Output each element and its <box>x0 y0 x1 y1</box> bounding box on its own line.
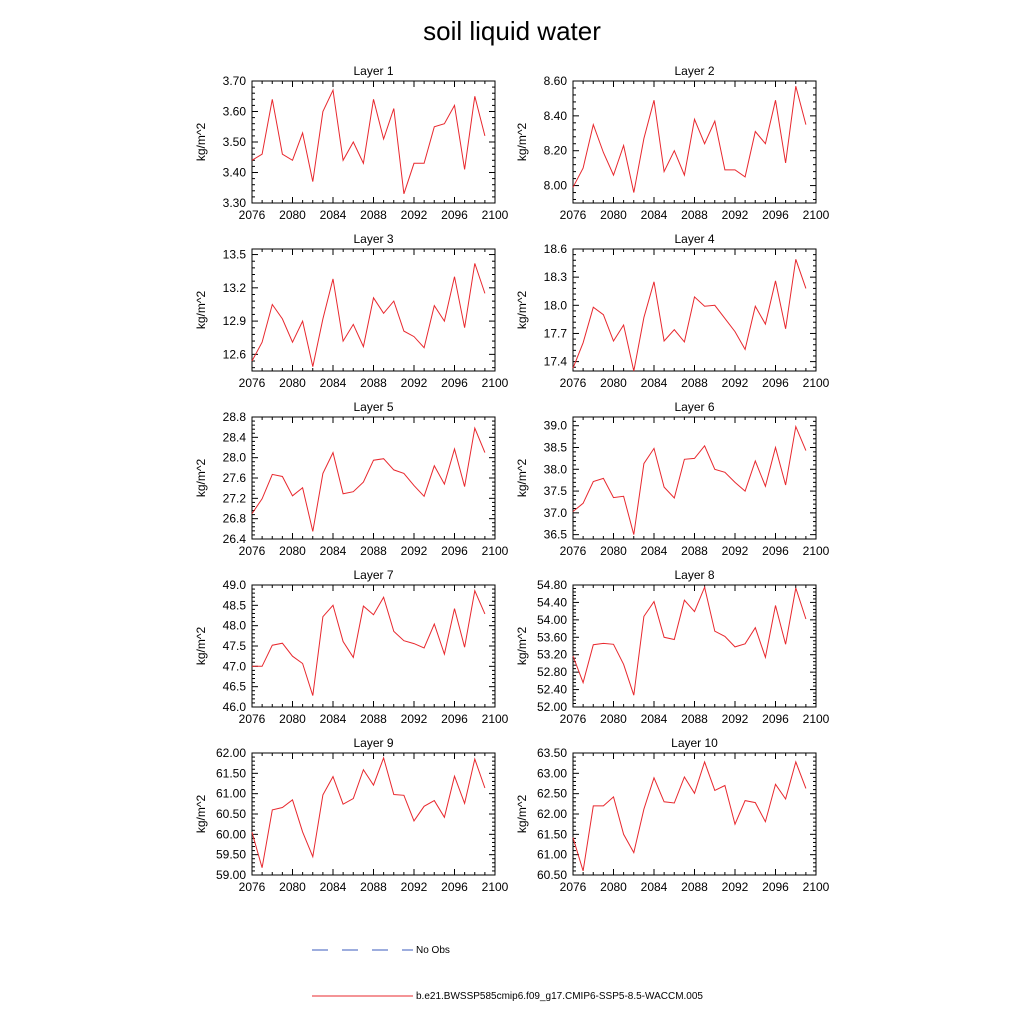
y-tick-label: 3.50 <box>222 135 246 149</box>
x-tick-label: 2096 <box>762 712 789 726</box>
y-tick-label: 26.8 <box>222 511 246 526</box>
y-tick-label: 18.3 <box>543 270 567 285</box>
y-tick-label: 59.50 <box>215 847 246 862</box>
x-tick-label: 2084 <box>640 208 668 222</box>
y-tick-label: 53.60 <box>536 630 567 645</box>
plot-frame <box>252 249 495 371</box>
x-tick-label: 2084 <box>319 712 347 726</box>
y-tick-label: 28.0 <box>222 450 246 465</box>
panel-title: Layer 2 <box>674 64 715 78</box>
panel-layer-4 <box>515 232 830 390</box>
y-tick-label: 28.4 <box>222 430 246 445</box>
y-tick-label: 61.50 <box>215 766 246 781</box>
y-axis-label: kg/m^2 <box>515 626 529 666</box>
x-tick-label: 2100 <box>802 712 830 726</box>
panel-layer-10 <box>515 736 830 894</box>
y-tick-label: 37.0 <box>543 505 567 520</box>
x-tick-label: 2092 <box>400 712 428 726</box>
y-tick-label: 54.00 <box>536 612 567 627</box>
x-tick-label: 2092 <box>721 208 749 222</box>
x-tick-label: 2096 <box>762 208 789 222</box>
y-tick-label: 62.00 <box>215 746 246 760</box>
y-tick-label: 63.50 <box>536 746 567 760</box>
y-tick-label: 18.0 <box>543 298 567 313</box>
panel-layer-1 <box>194 64 509 222</box>
x-tick-label: 2100 <box>802 376 830 390</box>
x-tick-label: 2096 <box>441 208 468 222</box>
y-axis-label: kg/m^2 <box>515 122 529 162</box>
x-tick-label: 2088 <box>681 544 708 558</box>
y-axis-label: kg/m^2 <box>515 794 529 834</box>
x-tick-label: 2092 <box>721 712 749 726</box>
series-line <box>252 263 485 366</box>
x-tick-label: 2100 <box>802 208 830 222</box>
y-tick-label: 27.6 <box>222 471 246 485</box>
x-tick-label: 2076 <box>559 880 587 894</box>
y-axis-label: kg/m^2 <box>194 122 208 162</box>
x-tick-label: 2076 <box>559 544 587 558</box>
y-tick-label: 38.5 <box>543 440 567 455</box>
panel-title: Layer 6 <box>674 400 715 414</box>
plot-frame <box>252 753 495 875</box>
y-tick-label: 17.4 <box>543 354 567 369</box>
y-tick-label: 62.00 <box>536 807 567 821</box>
y-tick-label: 18.6 <box>543 242 567 256</box>
x-tick-label: 2088 <box>360 208 387 222</box>
y-tick-label: 59.00 <box>215 868 246 882</box>
x-tick-label: 2088 <box>360 544 387 558</box>
series-line <box>252 758 485 868</box>
series-line <box>573 259 806 371</box>
panel-layer-3 <box>194 232 509 390</box>
panel-title: Layer 4 <box>674 232 715 246</box>
panel-title: Layer 9 <box>353 736 394 750</box>
y-axis-label: kg/m^2 <box>515 458 529 498</box>
x-tick-label: 2076 <box>559 712 587 726</box>
plot-frame <box>573 81 816 203</box>
x-tick-label: 2080 <box>600 208 627 222</box>
panel-layer-9 <box>194 736 509 894</box>
x-tick-label: 2092 <box>400 208 428 222</box>
x-tick-label: 2084 <box>640 712 668 726</box>
x-tick-label: 2092 <box>400 544 428 558</box>
x-tick-label: 2088 <box>360 880 387 894</box>
x-tick-label: 2100 <box>481 544 509 558</box>
y-tick-label: 60.00 <box>215 827 246 842</box>
y-tick-label: 26.4 <box>222 532 246 546</box>
y-tick-label: 60.50 <box>215 807 246 821</box>
x-tick-label: 2080 <box>600 880 627 894</box>
plot-frame <box>573 249 816 371</box>
figure-title: soil liquid water <box>423 16 601 46</box>
x-tick-label: 2076 <box>238 376 266 390</box>
x-tick-label: 2096 <box>441 376 468 390</box>
panel-layer-8 <box>515 568 830 726</box>
y-tick-label: 12.6 <box>222 347 246 362</box>
x-tick-label: 2100 <box>481 880 509 894</box>
x-tick-label: 2080 <box>279 712 306 726</box>
y-tick-label: 13.5 <box>222 247 246 262</box>
x-tick-label: 2096 <box>441 880 468 894</box>
y-tick-label: 36.5 <box>543 527 567 542</box>
x-tick-label: 2076 <box>559 376 587 390</box>
y-tick-label: 37.5 <box>543 484 567 499</box>
y-tick-label: 28.8 <box>222 410 246 424</box>
x-tick-label: 2080 <box>279 208 306 222</box>
y-tick-label: 8.00 <box>543 178 567 193</box>
y-tick-label: 3.30 <box>222 196 246 210</box>
y-tick-label: 46.0 <box>222 700 246 714</box>
y-tick-label: 46.5 <box>222 679 246 694</box>
y-tick-label: 8.40 <box>543 108 567 123</box>
x-tick-label: 2100 <box>481 376 509 390</box>
series-line <box>252 428 485 531</box>
plot-frame <box>573 417 816 539</box>
x-tick-label: 2096 <box>762 376 789 390</box>
panel-title: Layer 5 <box>353 400 394 414</box>
y-axis-label: kg/m^2 <box>515 290 529 330</box>
x-tick-label: 2092 <box>400 880 428 894</box>
x-tick-label: 2080 <box>279 544 306 558</box>
panel-layer-5 <box>194 400 509 558</box>
panel-title: Layer 7 <box>353 568 394 582</box>
y-tick-label: 3.40 <box>222 165 246 180</box>
y-tick-label: 13.2 <box>222 280 246 295</box>
x-tick-label: 2080 <box>600 544 627 558</box>
series-line <box>252 90 485 194</box>
x-tick-label: 2084 <box>640 376 668 390</box>
y-tick-label: 17.7 <box>543 326 567 341</box>
y-tick-label: 48.0 <box>222 618 246 633</box>
legend-label-no-obs: No Obs <box>416 945 450 956</box>
x-tick-label: 2076 <box>238 880 266 894</box>
x-tick-label: 2092 <box>721 544 749 558</box>
series-line <box>252 591 485 696</box>
x-tick-label: 2076 <box>238 712 266 726</box>
y-tick-label: 48.5 <box>222 598 246 613</box>
y-tick-label: 27.2 <box>222 491 246 506</box>
x-tick-label: 2092 <box>721 376 749 390</box>
x-tick-label: 2088 <box>681 376 708 390</box>
x-tick-label: 2100 <box>481 712 509 726</box>
plot-frame <box>252 417 495 539</box>
x-tick-label: 2096 <box>762 880 789 894</box>
x-tick-label: 2088 <box>681 712 708 726</box>
y-tick-label: 60.50 <box>536 868 567 882</box>
series-line <box>573 427 806 535</box>
x-tick-label: 2100 <box>802 544 830 558</box>
y-tick-label: 62.50 <box>536 786 567 801</box>
plot-frame <box>252 585 495 707</box>
x-tick-label: 2080 <box>279 880 306 894</box>
y-tick-label: 54.40 <box>536 595 567 610</box>
y-tick-label: 12.9 <box>222 314 246 329</box>
x-tick-label: 2084 <box>640 544 668 558</box>
x-tick-label: 2084 <box>319 544 347 558</box>
y-tick-label: 39.0 <box>543 418 567 433</box>
y-tick-label: 49.0 <box>222 578 246 592</box>
x-tick-label: 2088 <box>681 880 708 894</box>
panels-grid <box>194 64 830 894</box>
x-tick-label: 2080 <box>600 376 627 390</box>
y-tick-label: 3.60 <box>222 104 246 119</box>
y-tick-label: 53.20 <box>536 647 567 662</box>
legend <box>312 945 703 1002</box>
x-tick-label: 2088 <box>360 376 387 390</box>
y-tick-label: 47.0 <box>222 659 246 674</box>
series-line <box>573 587 806 695</box>
legend-label-model: b.e21.BWSSP585cmip6.f09_g17.CMIP6-SSP5-8.5-WACCM.005 <box>416 991 703 1002</box>
y-tick-label: 52.80 <box>536 665 567 680</box>
y-axis-label: kg/m^2 <box>194 290 208 330</box>
y-tick-label: 63.00 <box>536 766 567 781</box>
y-tick-label: 61.00 <box>536 847 567 862</box>
x-tick-label: 2096 <box>762 544 789 558</box>
panel-title: Layer 1 <box>353 64 394 78</box>
panel-title: Layer 3 <box>353 232 394 246</box>
panel-title: Layer 10 <box>671 736 718 750</box>
y-axis-label: kg/m^2 <box>194 794 208 834</box>
y-tick-label: 47.5 <box>222 639 246 653</box>
x-tick-label: 2096 <box>441 544 468 558</box>
x-tick-label: 2092 <box>400 376 428 390</box>
x-tick-label: 2084 <box>319 880 347 894</box>
x-tick-label: 2096 <box>441 712 468 726</box>
y-tick-label: 52.00 <box>536 700 567 714</box>
y-tick-label: 38.0 <box>543 462 567 477</box>
y-tick-label: 8.60 <box>543 74 567 88</box>
y-tick-label: 3.70 <box>222 74 246 88</box>
y-tick-label: 61.50 <box>536 827 567 842</box>
x-tick-label: 2080 <box>600 712 627 726</box>
x-tick-label: 2100 <box>481 208 509 222</box>
x-tick-label: 2080 <box>279 376 306 390</box>
series-line <box>573 762 806 871</box>
y-axis-label: kg/m^2 <box>194 458 208 498</box>
plot-frame <box>573 753 816 875</box>
x-tick-label: 2092 <box>721 880 749 894</box>
y-tick-label: 52.40 <box>536 682 567 697</box>
x-tick-label: 2076 <box>238 544 266 558</box>
panel-layer-6 <box>515 400 830 558</box>
x-tick-label: 2100 <box>802 880 830 894</box>
x-tick-label: 2076 <box>238 208 266 222</box>
x-tick-label: 2084 <box>640 880 668 894</box>
y-axis-label: kg/m^2 <box>194 626 208 666</box>
panel-layer-2 <box>515 64 830 222</box>
y-tick-label: 54.80 <box>536 578 567 592</box>
plot-frame <box>573 585 816 707</box>
x-tick-label: 2084 <box>319 376 347 390</box>
x-tick-label: 2084 <box>319 208 347 222</box>
panel-layer-7 <box>194 568 509 726</box>
panel-title: Layer 8 <box>674 568 715 582</box>
x-tick-label: 2088 <box>681 208 708 222</box>
y-tick-label: 61.00 <box>215 786 246 801</box>
x-tick-label: 2088 <box>360 712 387 726</box>
y-tick-label: 8.20 <box>543 143 567 158</box>
series-line <box>573 86 806 192</box>
x-tick-label: 2076 <box>559 208 587 222</box>
